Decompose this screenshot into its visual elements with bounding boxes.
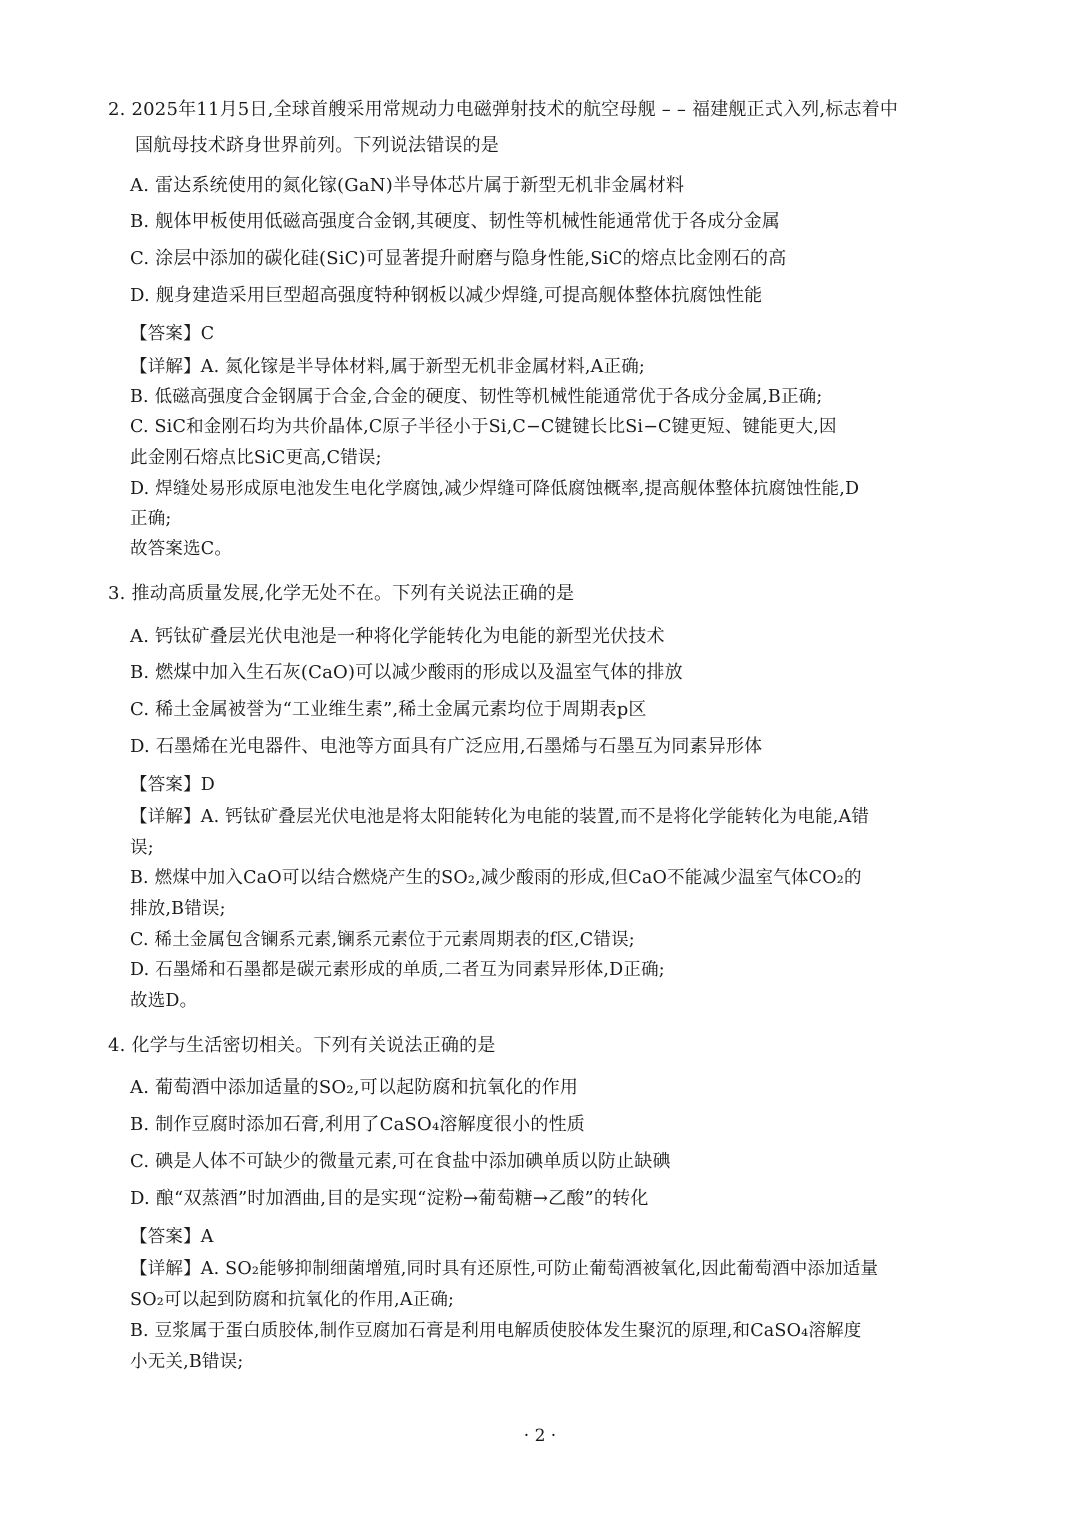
question-2-explanation-line-6: 正确; (130, 509, 172, 529)
question-3-explanation-line-7: 故选D。 (130, 991, 198, 1011)
question-2-explanation-line-3: C. SiC和金刚石均为共价晶体,C原子半径小于Si,C−C键键长比Si−C键更短、键能更大,因 (130, 417, 837, 437)
question-4-option-a: A. 葡萄酒中添加适量的SO₂,可以起防腐和抗氧化的作用 (130, 1077, 579, 1098)
question-4-explanation-line-2: SO₂可以起到防腐和抗氧化的作用,A正确; (130, 1290, 455, 1310)
question-3-option-c: C. 稀土金属被誉为“工业维生素”,稀土金属元素均位于周期表p区 (130, 699, 647, 720)
question-4-option-b: B. 制作豆腐时添加石膏,利用了CaSO₄溶解度很小的性质 (130, 1114, 585, 1135)
question-4-explanation-line-4: 小无关,B错误; (130, 1352, 244, 1372)
question-2-option-b: B. 舰体甲板使用低磁高强度合金钢,其硬度、韧性等机械性能通常优于各成分金属 (130, 211, 780, 232)
question-2-explanation-line-1: 【详解】A. 氮化镓是半导体材料,属于新型无机非金属材料,A正确; (130, 357, 646, 377)
question-3-explanation-line-6: D. 石墨烯和石墨都是碳元素形成的单质,二者互为同素异形体,D正确; (130, 960, 665, 980)
question-3-option-b: B. 燃煤中加入生石灰(CaO)可以减少酸雨的形成以及温室气体的排放 (130, 662, 683, 683)
question-3-explanation-line-3: B. 燃煤中加入CaO可以结合燃烧产生的SO₂,减少酸雨的形成,但CaO不能减少温室气体CO₂的 (130, 868, 862, 888)
question-3-stem-line-1: 3. 推动高质量发展,化学无处不在。下列有关说法正确的是 (108, 583, 575, 604)
question-2-stem-line-1: 2. 2025年11月5日,全球首艘采用常规动力电磁弹射技术的航空母舰 – – 福建舰正式入列,标志着中 (108, 99, 899, 120)
question-4-answer: 【答案】A (130, 1227, 214, 1247)
question-4-explanation-line-1: 【详解】A. SO₂能够抑制细菌增殖,同时具有还原性,可防止葡萄酒被氧化,因此葡萄酒中添加适量 (130, 1259, 879, 1279)
question-3-explanation-line-4: 排放,B错误; (130, 899, 226, 919)
question-2-option-a: A. 雷达系统使用的氮化镓(GaN)半导体芯片属于新型无机非金属材料 (130, 175, 685, 196)
question-2-explanation-line-7: 故答案选C。 (130, 539, 233, 559)
question-2-option-c: C. 涂层中添加的碳化硅(SiC)可显著提升耐磨与隐身性能,SiC的熔点比金刚石的高 (130, 248, 787, 269)
question-4-stem-line-1: 4. 化学与生活密切相关。下列有关说法正确的是 (108, 1035, 496, 1056)
question-2-stem-line-2: 国航母技术跻身世界前列。下列说法错误的是 (135, 135, 499, 156)
question-3-explanation-line-1: 【详解】A. 钙钛矿叠层光伏电池是将太阳能转化为电能的装置,而不是将化学能转化为电能,A错 (130, 807, 870, 827)
question-3-option-a: A. 钙钛矿叠层光伏电池是一种将化学能转化为电能的新型光伏技术 (130, 626, 665, 647)
question-3-answer: 【答案】D (130, 775, 216, 795)
question-2-explanation-line-2: B. 低磁高强度合金钢属于合金,合金的硬度、韧性等机械性能通常优于各成分金属,B正确; (130, 387, 823, 407)
question-3-explanation-line-5: C. 稀土金属包含镧系元素,镧系元素位于元素周期表的f区,C错误; (130, 930, 635, 950)
question-2-explanation-line-4: 此金刚石熔点比SiC更高,C错误; (130, 448, 382, 468)
question-2-explanation-line-5: D. 焊缝处易形成原电池发生电化学腐蚀,减少焊缝可降低腐蚀概率,提高舰体整体抗腐蚀性能,D (130, 479, 860, 499)
question-4-option-c: C. 碘是人体不可缺少的微量元素,可在食盐中添加碘单质以防止缺碘 (130, 1151, 671, 1172)
question-3-option-d: D. 石墨烯在光电器件、电池等方面具有广泛应用,石墨烯与石墨互为同素异形体 (130, 736, 763, 757)
question-2-option-d: D. 舰身建造采用巨型超高强度特种钢板以减少焊缝,可提高舰体整体抗腐蚀性能 (130, 285, 763, 306)
question-3-explanation-line-2: 误; (130, 838, 154, 858)
question-2-answer: 【答案】C (130, 324, 215, 344)
question-4-option-d: D. 酿“双蒸酒”时加酒曲,目的是实现“淀粉→葡萄糖→乙酸”的转化 (130, 1188, 649, 1209)
question-4-explanation-line-3: B. 豆浆属于蛋白质胶体,制作豆腐加石膏是利用电解质使胶体发生聚沉的原理,和CaSO₄溶解度 (130, 1321, 862, 1341)
page-number: · 2 · (523, 1426, 557, 1446)
